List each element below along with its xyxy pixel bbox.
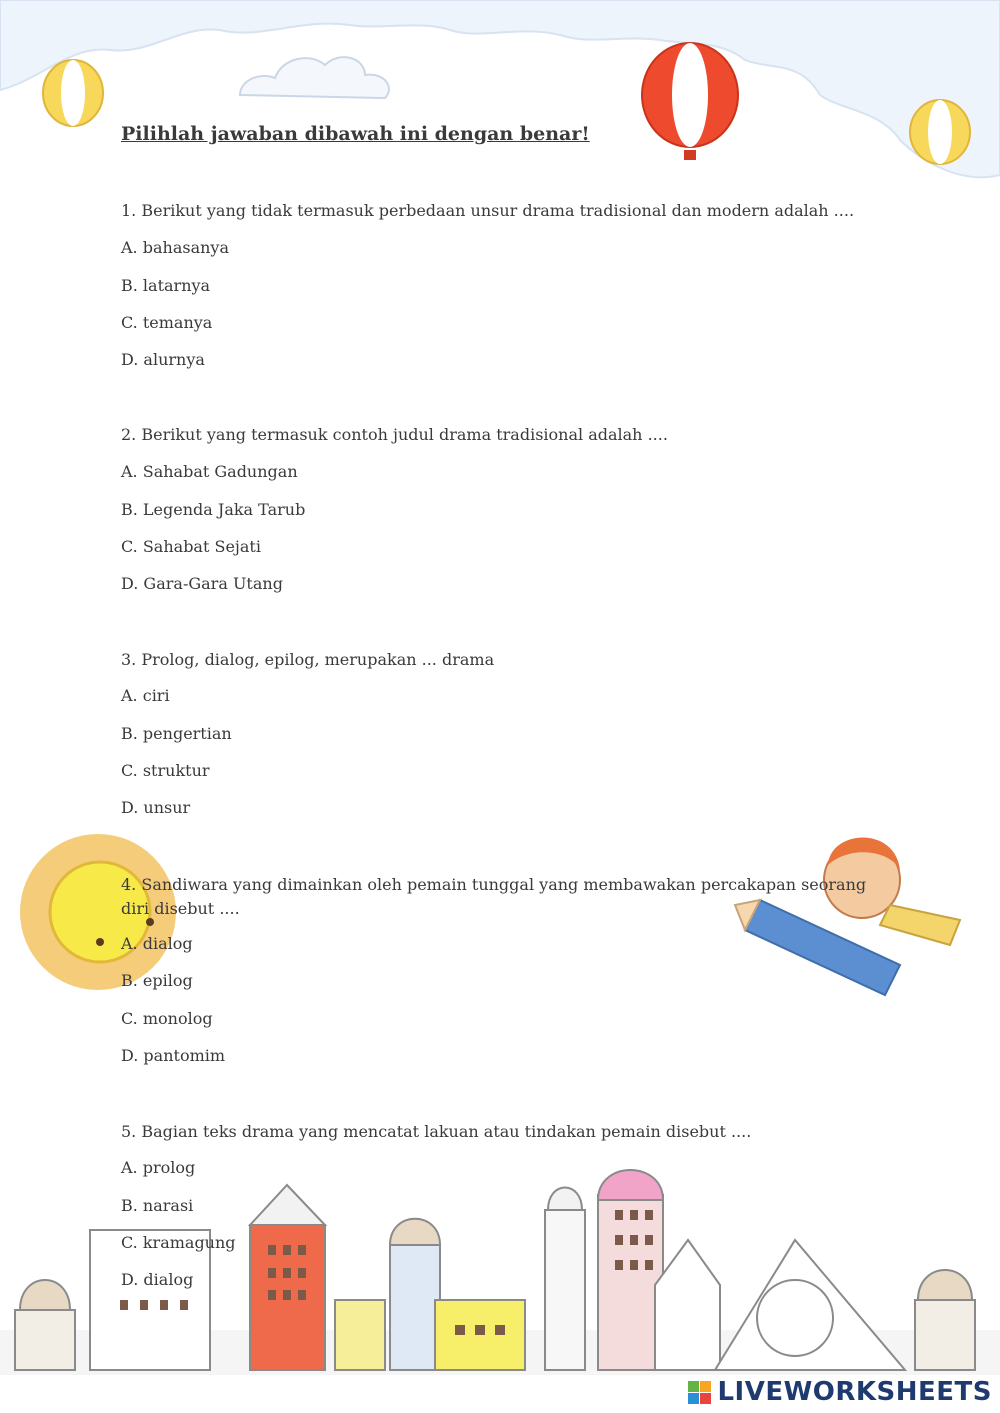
- balloon-red-center: [642, 43, 738, 160]
- question-2-option-c[interactable]: C. Sahabat Sejati: [121, 537, 261, 556]
- top-clouds: [0, 0, 1000, 177]
- balloon-yellow-left: [43, 60, 103, 126]
- question-2-option-d[interactable]: D. Gara-Gara Utang: [121, 574, 283, 593]
- question-4-option-c[interactable]: C. monolog: [121, 1009, 213, 1028]
- question-5-option-b[interactable]: B. narasi: [121, 1196, 194, 1215]
- question-5-option-a[interactable]: A. prolog: [121, 1158, 196, 1177]
- question-3-option-d[interactable]: D. unsur: [121, 798, 191, 817]
- question-1-text: 1. Berikut yang tidak termasuk perbedaan unsur drama tradisional dan modern adalah ....: [121, 201, 855, 220]
- question-5-option-c[interactable]: C. kramagung: [121, 1233, 236, 1252]
- question-3-text: 3. Prolog, dialog, epilog, merupakan ... drama: [121, 650, 495, 669]
- question-5-option-d[interactable]: D. dialog: [121, 1270, 194, 1289]
- question-3-option-a[interactable]: A. ciri: [121, 686, 170, 705]
- question-3-option-b[interactable]: B. pengertian: [121, 724, 232, 743]
- small-cloud: [240, 57, 389, 98]
- question-5-text: 5. Bagian teks drama yang mencatat lakuan atau tindakan pemain disebut ....: [121, 1122, 752, 1141]
- worksheet-title: Pilihlah jawaban dibawah ini dengan benar!: [121, 123, 590, 145]
- question-2-option-a[interactable]: A. Sahabat Gadungan: [121, 462, 298, 481]
- question-4-option-a[interactable]: A. dialog: [121, 934, 193, 953]
- brand-text: LIVEWORKSHEETS: [717, 1377, 992, 1407]
- question-3-option-c[interactable]: C. struktur: [121, 761, 210, 780]
- question-1-option-c[interactable]: C. temanya: [121, 313, 213, 332]
- question-4-option-d[interactable]: D. pantomim: [121, 1046, 226, 1065]
- liveworksheets-logo-icon: [688, 1381, 711, 1404]
- liveworksheets-brand[interactable]: [688, 1377, 992, 1407]
- question-2-option-b[interactable]: B. Legenda Jaka Tarub: [121, 500, 306, 519]
- question-1-option-a[interactable]: A. bahasanya: [121, 238, 229, 257]
- question-1-option-b[interactable]: B. latarnya: [121, 276, 211, 295]
- question-2-text: 2. Berikut yang termasuk contoh judul drama tradisional adalah ....: [121, 425, 668, 444]
- question-1-option-d[interactable]: D. alurnya: [121, 350, 205, 369]
- question-4-text: 4. Sandiwara yang dimainkan oleh pemain tunggal yang membawakan percakapan seorang diri disebut ....: [121, 875, 867, 918]
- balloon-yellow-right: [910, 100, 970, 164]
- question-4-option-b[interactable]: B. epilog: [121, 971, 193, 990]
